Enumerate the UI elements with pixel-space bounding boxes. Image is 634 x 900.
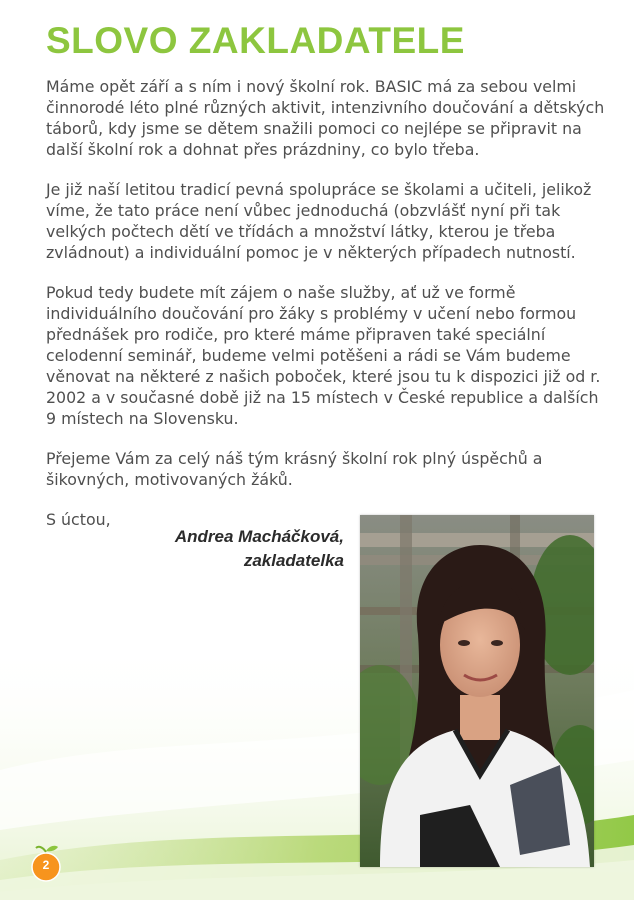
signature-role: zakladatelka bbox=[243, 551, 344, 570]
letter-body bbox=[46, 76, 606, 549]
page-number: 2 bbox=[42, 858, 50, 872]
page-title: SLOVO ZAKLADATELE bbox=[46, 20, 465, 61]
signature-block bbox=[175, 525, 344, 573]
signature-name: Andrea Macháčková, bbox=[174, 527, 344, 546]
paragraph-cooperation: Je již naší letitou tradicí pevná spolupráce se školami a učiteli, jelikož víme, že tato práce není vůbec jednoduchá (obzvlášť nyní při tak velkých počtech dětí ve třídách a množství látky, kterou je třeba zvládnout) a individuální pomoc je v některých případech nutností. bbox=[46, 180, 592, 262]
paragraph-closing: S úctou, bbox=[46, 510, 111, 529]
founder-photo bbox=[360, 515, 594, 867]
paragraph-intro: Máme opět září a s ním i nový školní rok. BASIC má za sebou velmi činnorodé léto plné různých aktivit, intenzivního doučování a dětských táborů, kdy jsme se dětem snažili pomoci co nejlépe se připravit na další školní rok a dohnat přes prázdniny, co bylo třeba. bbox=[46, 77, 605, 159]
paragraph-wishes: Přejeme Vám za celý náš tým krásný školní rok plný úspěchů a šikovných, motivovaných žáků. bbox=[46, 449, 543, 489]
paragraph-services: Pokud tedy budete mít zájem o naše služby, ať už ve formě individuálního doučování pro žáky s problémy v učení nebo formou přednášek pro rodiče, pro které máme připraven také speciální celodenní seminář, budeme velmi potěšeni a rádi se Vám budeme věnovat na některé z našich poboček, které jsou tu k dispozici již od r. 2002 a v současné době již na 15 místech v České republice a dalších 9 místech na Slovensku. bbox=[46, 283, 601, 428]
